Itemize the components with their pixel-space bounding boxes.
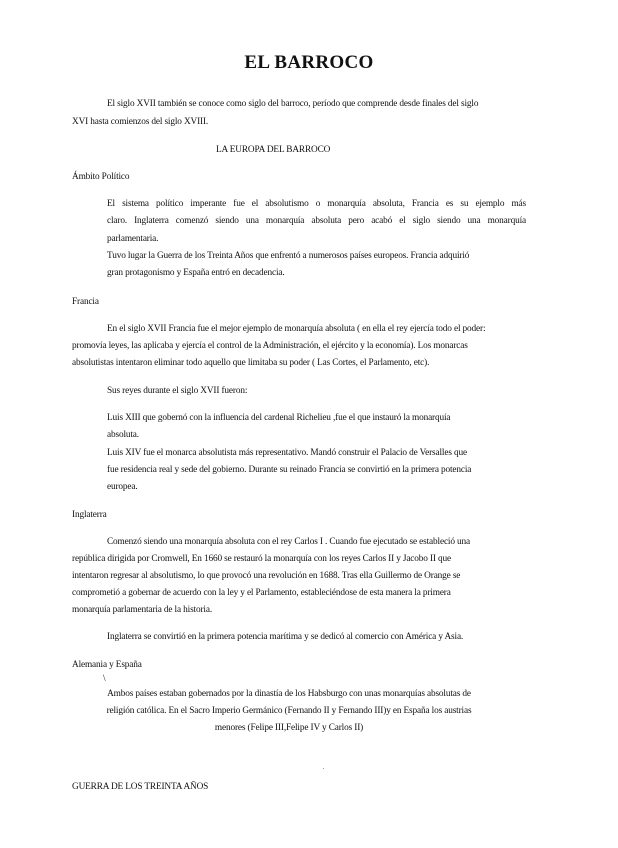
- luis14-line-2: fue residencia real y sede del gobierno. Durante su reinado Francia se convirtió en la primera potencia: [107, 465, 472, 475]
- francia-para1-line-1: En el siglo XVII Francia fue el mejor ejemplo de monarquía absoluta ( en ella el rey ejercía todo el poder:: [107, 324, 486, 334]
- stray-dot: [323, 768, 324, 769]
- ambito-heading: Ámbito Político: [72, 172, 130, 182]
- inglaterra-para1-line-2: república dirigida por Cromwell, En 1660 se restauró la monarquía con los reyes Carlos II y Jacobo II que: [72, 554, 451, 564]
- alemania-line-3: menores (Felipe III,Felipe IV y Carlos II): [214, 723, 364, 733]
- page-title: EL BARROCO: [244, 52, 374, 73]
- inglaterra-para2: Inglaterra se convirtió en la primera potencia marítima y se dedicó al comercio con América y Asia.: [107, 632, 464, 642]
- inglaterra-para1-line-4: comprometió a gobernar de acuerdo con la ley y el Parlamento, estableciéndose de esta manera la primera: [72, 588, 451, 598]
- francia-para1-line-3: absolutistas intentaron eliminar todo aquello que limitaba su poder ( Las Cortes, el Parlamento, etc).: [72, 358, 430, 368]
- backslash-mark: \: [103, 674, 106, 684]
- luis13-line-1: Luis XIII que gobernó con la influencia del cardenal Richelieu ,fue el que instauró la monarquía: [107, 413, 451, 423]
- guerra-heading: GUERRA DE LOS TREINTA AÑOS: [72, 782, 209, 792]
- section-heading: LA EUROPA DEL BARROCO: [216, 145, 331, 155]
- luis14-line-1: Luis XIV fue el monarca absolutista más representativo. Mandó construir el Palacio de Versalles que: [107, 448, 467, 458]
- luis14-line-3: europea.: [107, 482, 138, 492]
- francia-para1-line-2: promovía leyes, las aplicaba y ejercía el control de la Administración, el ejército y la economía). Los monarcas: [72, 341, 468, 351]
- alemania-heading: Alemania y España: [72, 660, 142, 670]
- ambito-para2-line-1: Tuvo lugar la Guerra de los Treinta Años que enfrentó a numerosos países europeos. Francia adquirió: [107, 251, 470, 261]
- francia-heading: Francia: [72, 297, 99, 307]
- luis13-line-2: absoluta.: [107, 430, 139, 440]
- intro-line-2: XVI hasta comienzos del siglo XVIII.: [72, 117, 209, 127]
- ambito-para1-line-3: parlamentaria.: [107, 234, 159, 244]
- ambito-para1-line-1: El sistema político imperante fue el absolutismo o monarquía absoluta, Francia es su ejemplo más: [107, 199, 526, 209]
- alemania-line-1: Ambos países estaban gobernados por la dinastía de los Habsburgo con unas monarquías absolutas de: [107, 689, 471, 699]
- intro-line-1: El siglo XVII también se conoce como siglo del barroco, período que comprende desde finales del siglo: [107, 99, 479, 109]
- inglaterra-para1-line-3: intentaron regresar al absolutismo, lo que provocó una revolución en 1688. Tras ella Guillermo de Orange se: [72, 571, 461, 581]
- ambito-para2-line-2: gran protagonismo y España entró en decadencia.: [107, 268, 285, 278]
- inglaterra-heading: Inglaterra: [72, 510, 107, 520]
- francia-reyes-intro: Sus reyes durante el siglo XVII fueron:: [107, 386, 248, 396]
- inglaterra-para1-line-1: Comenzó siendo una monarquía absoluta con el rey Carlos I . Cuando fue ejecutado se estableció una: [107, 537, 470, 547]
- inglaterra-para1-line-5: monarquía parlamentaria de la historia.: [72, 605, 212, 615]
- ambito-para1-line-2: claro. Inglaterra comenzó siendo una monarquía absoluta pero acabó el siglo siendo una monarquía: [107, 216, 526, 226]
- alemania-line-2: religión católica. En el Sacro Imperio Germánico (Fernando II y Fernando III)y en España los austrias: [106, 706, 472, 716]
